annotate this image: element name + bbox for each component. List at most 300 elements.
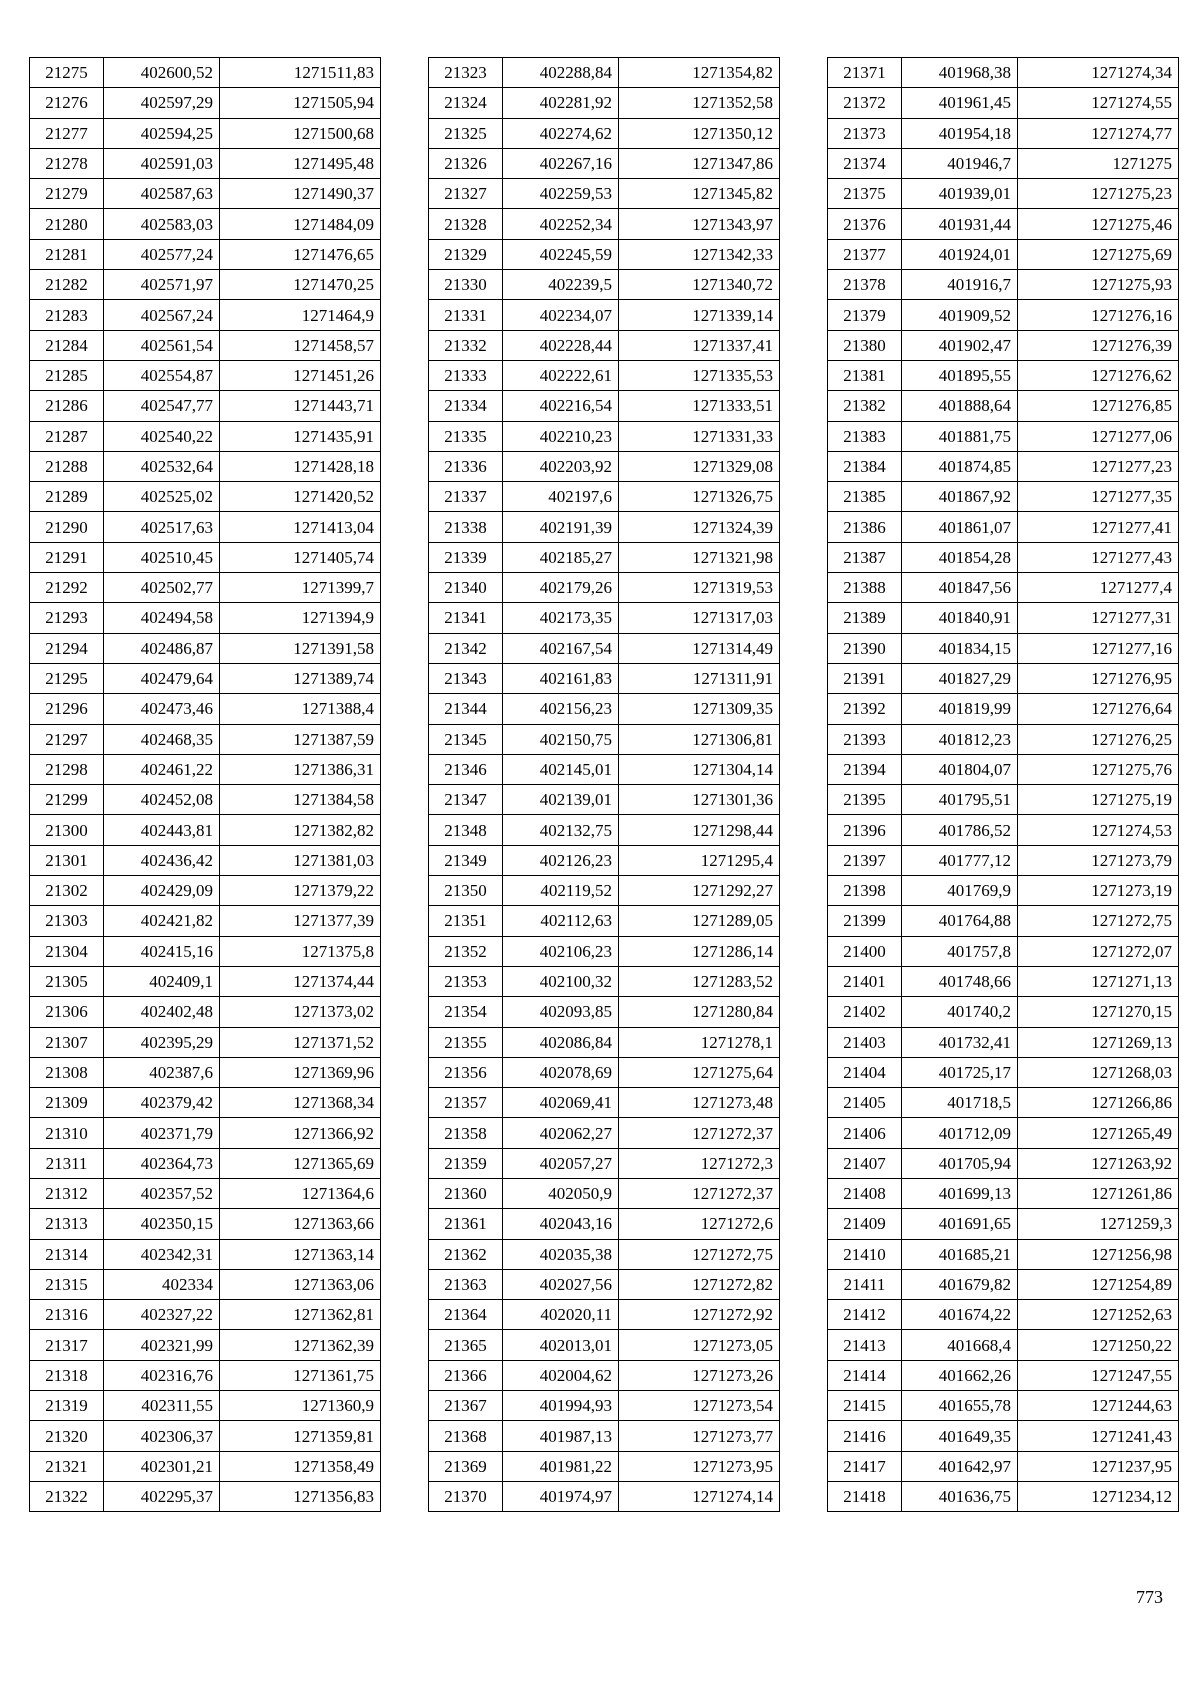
table-row [828,1360,1179,1390]
x-coordinate-cell: 401954,18 [902,118,1018,148]
point-number-cell: 21292 [30,573,104,603]
y-coordinate-cell: 1271458,57 [220,330,381,360]
y-coordinate-cell: 1271268,03 [1018,1057,1179,1087]
table-row [429,845,780,875]
point-number-cell: 21301 [30,845,104,875]
x-coordinate-cell: 402161,83 [503,663,619,693]
y-coordinate-cell: 1271275,23 [1018,179,1179,209]
y-coordinate-cell: 1271244,63 [1018,1391,1179,1421]
point-number-cell: 21297 [30,724,104,754]
table-row [30,482,381,512]
x-coordinate-cell: 402364,73 [104,1148,220,1178]
point-number-cell: 21360 [429,1178,503,1208]
table-row [30,88,381,118]
y-coordinate-cell: 1271295,4 [619,845,780,875]
x-coordinate-cell: 401662,26 [902,1360,1018,1390]
table-row [30,542,381,572]
table-row [828,1391,1179,1421]
point-number-cell: 21368 [429,1421,503,1451]
x-coordinate-cell: 402119,52 [503,876,619,906]
point-number-cell: 21375 [828,179,902,209]
y-coordinate-cell: 1271277,41 [1018,512,1179,542]
point-number-cell: 21365 [429,1330,503,1360]
y-coordinate-cell: 1271354,82 [619,58,780,88]
x-coordinate-cell: 402387,6 [104,1057,220,1087]
point-number-cell: 21289 [30,482,104,512]
point-number-cell: 21378 [828,270,902,300]
point-number-cell: 21349 [429,845,503,875]
x-coordinate-cell: 402321,99 [104,1330,220,1360]
table-row [30,906,381,936]
x-coordinate-cell: 402395,29 [104,1027,220,1057]
table-row [30,1451,381,1481]
y-coordinate-cell: 1271359,81 [220,1421,381,1451]
x-coordinate-cell: 402150,75 [503,724,619,754]
table-row [828,1451,1179,1481]
table-row [429,239,780,269]
table-row [429,1027,780,1057]
table-row [30,997,381,1027]
y-coordinate-cell: 1271386,31 [220,754,381,784]
x-coordinate-cell: 401748,66 [902,966,1018,996]
x-coordinate-cell: 401674,22 [902,1300,1018,1330]
y-coordinate-cell: 1271495,48 [220,148,381,178]
y-coordinate-cell: 1271277,35 [1018,482,1179,512]
x-coordinate-cell: 402106,23 [503,936,619,966]
table-row [828,1118,1179,1148]
point-number-cell: 21404 [828,1057,902,1087]
y-coordinate-cell: 1271272,3 [619,1148,780,1178]
table-row [429,876,780,906]
point-number-cell: 21392 [828,694,902,724]
x-coordinate-cell: 401987,13 [503,1421,619,1451]
table-row [429,482,780,512]
table-row [429,1391,780,1421]
x-coordinate-cell: 401769,9 [902,876,1018,906]
point-number-cell: 21330 [429,270,503,300]
y-coordinate-cell: 1271273,95 [619,1451,780,1481]
table-row [30,1391,381,1421]
x-coordinate-cell: 402228,44 [503,330,619,360]
y-coordinate-cell: 1271350,12 [619,118,780,148]
table-row [429,330,780,360]
y-coordinate-cell: 1271363,66 [220,1209,381,1239]
point-number-cell: 21411 [828,1269,902,1299]
x-coordinate-cell: 402185,27 [503,542,619,572]
table-row [429,512,780,542]
point-number-cell: 21320 [30,1421,104,1451]
point-number-cell: 21277 [30,118,104,148]
y-coordinate-cell: 1271277,4 [1018,573,1179,603]
point-number-cell: 21338 [429,512,503,542]
point-number-cell: 21326 [429,148,503,178]
point-number-cell: 21394 [828,754,902,784]
x-coordinate-cell: 401786,52 [902,815,1018,845]
y-coordinate-cell: 1271276,62 [1018,360,1179,390]
x-coordinate-cell: 402561,54 [104,330,220,360]
table-row [30,845,381,875]
y-coordinate-cell: 1271273,54 [619,1391,780,1421]
x-coordinate-cell: 402591,03 [104,148,220,178]
x-coordinate-cell: 402452,08 [104,785,220,815]
x-coordinate-cell: 402197,6 [503,482,619,512]
point-number-cell: 21286 [30,391,104,421]
x-coordinate-cell: 402357,52 [104,1178,220,1208]
point-number-cell: 21355 [429,1027,503,1057]
x-coordinate-cell: 402461,22 [104,754,220,784]
table-row [429,1360,780,1390]
table-row [828,330,1179,360]
point-number-cell: 21331 [429,300,503,330]
y-coordinate-cell: 1271333,51 [619,391,780,421]
y-coordinate-cell: 1271275,93 [1018,270,1179,300]
point-number-cell: 21353 [429,966,503,996]
y-coordinate-cell: 1271273,79 [1018,845,1179,875]
y-coordinate-cell: 1271358,49 [220,1451,381,1481]
table-row [828,88,1179,118]
point-number-cell: 21307 [30,1027,104,1057]
point-number-cell: 21313 [30,1209,104,1239]
y-coordinate-cell: 1271389,74 [220,663,381,693]
x-coordinate-cell: 401819,99 [902,694,1018,724]
table-row [429,724,780,754]
table-row [828,148,1179,178]
y-coordinate-cell: 1271254,89 [1018,1269,1179,1299]
x-coordinate-cell: 401642,97 [902,1451,1018,1481]
table-row [828,997,1179,1027]
point-number-cell: 21398 [828,876,902,906]
point-number-cell: 21335 [429,421,503,451]
point-number-cell: 21304 [30,936,104,966]
table-row [429,1239,780,1269]
y-coordinate-cell: 1271309,35 [619,694,780,724]
x-coordinate-cell: 401795,51 [902,785,1018,815]
y-coordinate-cell: 1271306,81 [619,724,780,754]
table-row [429,603,780,633]
point-number-cell: 21334 [429,391,503,421]
y-coordinate-cell: 1271405,74 [220,542,381,572]
table-row [828,270,1179,300]
point-number-cell: 21315 [30,1269,104,1299]
y-coordinate-cell: 1271272,07 [1018,936,1179,966]
point-number-cell: 21300 [30,815,104,845]
table-row [30,239,381,269]
x-coordinate-cell: 401699,13 [902,1178,1018,1208]
x-coordinate-cell: 401867,92 [902,482,1018,512]
y-coordinate-cell: 1271277,43 [1018,542,1179,572]
table-row [828,1330,1179,1360]
x-coordinate-cell: 402600,52 [104,58,220,88]
x-coordinate-cell: 402532,64 [104,451,220,481]
point-number-cell: 21376 [828,209,902,239]
table-row [828,694,1179,724]
point-number-cell: 21309 [30,1088,104,1118]
x-coordinate-cell: 402577,24 [104,239,220,269]
table-row [429,997,780,1027]
y-coordinate-cell: 1271274,53 [1018,815,1179,845]
point-number-cell: 21287 [30,421,104,451]
y-coordinate-cell: 1271343,97 [619,209,780,239]
x-coordinate-cell: 402594,25 [104,118,220,148]
x-coordinate-cell: 401946,7 [902,148,1018,178]
table-row [828,1088,1179,1118]
table-row [30,663,381,693]
y-coordinate-cell: 1271252,63 [1018,1300,1179,1330]
y-coordinate-cell: 1271269,13 [1018,1027,1179,1057]
x-coordinate-cell: 401740,2 [902,997,1018,1027]
point-number-cell: 21405 [828,1088,902,1118]
point-number-cell: 21417 [828,1451,902,1481]
point-number-cell: 21358 [429,1118,503,1148]
y-coordinate-cell: 1271272,92 [619,1300,780,1330]
point-number-cell: 21361 [429,1209,503,1239]
point-number-cell: 21400 [828,936,902,966]
table-row [429,1481,780,1511]
y-coordinate-cell: 1271272,82 [619,1269,780,1299]
x-coordinate-cell: 402517,63 [104,512,220,542]
x-coordinate-cell: 402179,26 [503,573,619,603]
point-number-cell: 21387 [828,542,902,572]
point-number-cell: 21284 [30,330,104,360]
table-row [429,1451,780,1481]
x-coordinate-cell: 401777,12 [902,845,1018,875]
x-coordinate-cell: 401804,07 [902,754,1018,784]
table-row [30,330,381,360]
point-number-cell: 21382 [828,391,902,421]
x-coordinate-cell: 402510,45 [104,542,220,572]
x-coordinate-cell: 402203,92 [503,451,619,481]
x-coordinate-cell: 401981,22 [503,1451,619,1481]
y-coordinate-cell: 1271464,9 [220,300,381,330]
point-number-cell: 21333 [429,360,503,390]
x-coordinate-cell: 402295,37 [104,1481,220,1511]
point-number-cell: 21408 [828,1178,902,1208]
table-row [429,58,780,88]
point-number-cell: 21415 [828,1391,902,1421]
table-row [30,1178,381,1208]
x-coordinate-cell: 402020,11 [503,1300,619,1330]
x-coordinate-cell: 402112,63 [503,906,619,936]
point-number-cell: 21372 [828,88,902,118]
point-number-cell: 21390 [828,633,902,663]
y-coordinate-cell: 1271375,8 [220,936,381,966]
y-coordinate-cell: 1271362,39 [220,1330,381,1360]
point-number-cell: 21410 [828,1239,902,1269]
x-coordinate-cell: 402443,81 [104,815,220,845]
point-number-cell: 21311 [30,1148,104,1178]
x-coordinate-cell: 402402,48 [104,997,220,1027]
table-row [429,1330,780,1360]
y-coordinate-cell: 1271272,37 [619,1178,780,1208]
point-number-cell: 21389 [828,603,902,633]
y-coordinate-cell: 1271388,4 [220,694,381,724]
x-coordinate-cell: 401757,8 [902,936,1018,966]
x-coordinate-cell: 402342,31 [104,1239,220,1269]
point-number-cell: 21280 [30,209,104,239]
y-coordinate-cell: 1271286,14 [619,936,780,966]
table-row [30,1118,381,1148]
x-coordinate-cell: 402281,92 [503,88,619,118]
point-number-cell: 21295 [30,663,104,693]
x-coordinate-cell: 402145,01 [503,754,619,784]
table-row [429,148,780,178]
point-number-cell: 21279 [30,179,104,209]
point-number-cell: 21385 [828,482,902,512]
point-number-cell: 21357 [429,1088,503,1118]
y-coordinate-cell: 1271298,44 [619,815,780,845]
y-coordinate-cell: 1271259,3 [1018,1209,1179,1239]
y-coordinate-cell: 1271274,55 [1018,88,1179,118]
table-row [30,360,381,390]
y-coordinate-cell: 1271277,23 [1018,451,1179,481]
coordinate-table-2 [428,57,780,1512]
table-row [30,1027,381,1057]
table-row [429,1178,780,1208]
y-coordinate-cell: 1271365,69 [220,1148,381,1178]
table-row [30,936,381,966]
x-coordinate-cell: 402571,97 [104,270,220,300]
x-coordinate-cell: 402468,35 [104,724,220,754]
y-coordinate-cell: 1271399,7 [220,573,381,603]
point-number-cell: 21401 [828,966,902,996]
table-row [828,845,1179,875]
y-coordinate-cell: 1271384,58 [220,785,381,815]
table-row [828,421,1179,451]
x-coordinate-cell: 402316,76 [104,1360,220,1390]
x-coordinate-cell: 401691,65 [902,1209,1018,1239]
table-row [30,1481,381,1511]
point-number-cell: 21351 [429,906,503,936]
y-coordinate-cell: 1271270,15 [1018,997,1179,1027]
y-coordinate-cell: 1271273,05 [619,1330,780,1360]
point-number-cell: 21399 [828,906,902,936]
y-coordinate-cell: 1271331,33 [619,421,780,451]
x-coordinate-cell: 402267,16 [503,148,619,178]
table-row [828,1027,1179,1057]
coordinate-table-1 [29,57,381,1512]
y-coordinate-cell: 1271321,98 [619,542,780,572]
y-coordinate-cell: 1271276,39 [1018,330,1179,360]
point-number-cell: 21397 [828,845,902,875]
table-row [828,876,1179,906]
table-row [30,724,381,754]
point-number-cell: 21363 [429,1269,503,1299]
x-coordinate-cell: 401834,15 [902,633,1018,663]
x-coordinate-cell: 402547,77 [104,391,220,421]
x-coordinate-cell: 401909,52 [902,300,1018,330]
point-number-cell: 21396 [828,815,902,845]
table-row [30,1421,381,1451]
table-row [828,209,1179,239]
x-coordinate-cell: 401974,97 [503,1481,619,1511]
x-coordinate-cell: 402334 [104,1269,220,1299]
x-coordinate-cell: 401847,56 [902,573,1018,603]
table-row [429,542,780,572]
x-coordinate-cell: 402327,22 [104,1300,220,1330]
x-coordinate-cell: 402191,39 [503,512,619,542]
y-coordinate-cell: 1271276,64 [1018,694,1179,724]
table-row [30,391,381,421]
table-row [828,815,1179,845]
x-coordinate-cell: 401732,41 [902,1027,1018,1057]
y-coordinate-cell: 1271277,06 [1018,421,1179,451]
point-number-cell: 21314 [30,1239,104,1269]
x-coordinate-cell: 402486,87 [104,633,220,663]
y-coordinate-cell: 1271356,83 [220,1481,381,1511]
point-number-cell: 21407 [828,1148,902,1178]
x-coordinate-cell: 402540,22 [104,421,220,451]
y-coordinate-cell: 1271364,6 [220,1178,381,1208]
x-coordinate-cell: 402062,27 [503,1118,619,1148]
x-coordinate-cell: 402126,23 [503,845,619,875]
point-number-cell: 21308 [30,1057,104,1087]
y-coordinate-cell: 1271275 [1018,148,1179,178]
point-number-cell: 21322 [30,1481,104,1511]
y-coordinate-cell: 1271443,71 [220,391,381,421]
x-coordinate-cell: 401655,78 [902,1391,1018,1421]
y-coordinate-cell: 1271373,02 [220,997,381,1027]
x-coordinate-cell: 401649,35 [902,1421,1018,1451]
point-number-cell: 21288 [30,451,104,481]
y-coordinate-cell: 1271274,77 [1018,118,1179,148]
x-coordinate-cell: 402502,77 [104,573,220,603]
y-coordinate-cell: 1271391,58 [220,633,381,663]
x-coordinate-cell: 402132,75 [503,815,619,845]
point-number-cell: 21388 [828,573,902,603]
x-coordinate-cell: 401705,94 [902,1148,1018,1178]
point-number-cell: 21276 [30,88,104,118]
x-coordinate-cell: 402210,23 [503,421,619,451]
y-coordinate-cell: 1271277,31 [1018,603,1179,633]
y-coordinate-cell: 1271377,39 [220,906,381,936]
x-coordinate-cell: 402379,42 [104,1088,220,1118]
x-coordinate-cell: 401840,91 [902,603,1018,633]
y-coordinate-cell: 1271339,14 [619,300,780,330]
y-coordinate-cell: 1271272,75 [1018,906,1179,936]
y-coordinate-cell: 1271420,52 [220,482,381,512]
y-coordinate-cell: 1271342,33 [619,239,780,269]
point-number-cell: 21413 [828,1330,902,1360]
y-coordinate-cell: 1271276,85 [1018,391,1179,421]
y-coordinate-cell: 1271263,92 [1018,1148,1179,1178]
table-row [30,270,381,300]
table-row [828,966,1179,996]
x-coordinate-cell: 402288,84 [503,58,619,88]
y-coordinate-cell: 1271329,08 [619,451,780,481]
point-number-cell: 21283 [30,300,104,330]
x-coordinate-cell: 402027,56 [503,1269,619,1299]
table-row [828,1209,1179,1239]
point-number-cell: 21282 [30,270,104,300]
y-coordinate-cell: 1271274,34 [1018,58,1179,88]
point-number-cell: 21377 [828,239,902,269]
y-coordinate-cell: 1271347,86 [619,148,780,178]
x-coordinate-cell: 401874,85 [902,451,1018,481]
x-coordinate-cell: 402050,9 [503,1178,619,1208]
x-coordinate-cell: 401718,5 [902,1088,1018,1118]
x-coordinate-cell: 401961,45 [902,88,1018,118]
y-coordinate-cell: 1271490,37 [220,179,381,209]
x-coordinate-cell: 402409,1 [104,966,220,996]
x-coordinate-cell: 401712,09 [902,1118,1018,1148]
x-coordinate-cell: 402004,62 [503,1360,619,1390]
table-row [30,633,381,663]
x-coordinate-cell: 401895,55 [902,360,1018,390]
y-coordinate-cell: 1271381,03 [220,845,381,875]
x-coordinate-cell: 402167,54 [503,633,619,663]
point-number-cell: 21306 [30,997,104,1027]
y-coordinate-cell: 1271247,55 [1018,1360,1179,1390]
